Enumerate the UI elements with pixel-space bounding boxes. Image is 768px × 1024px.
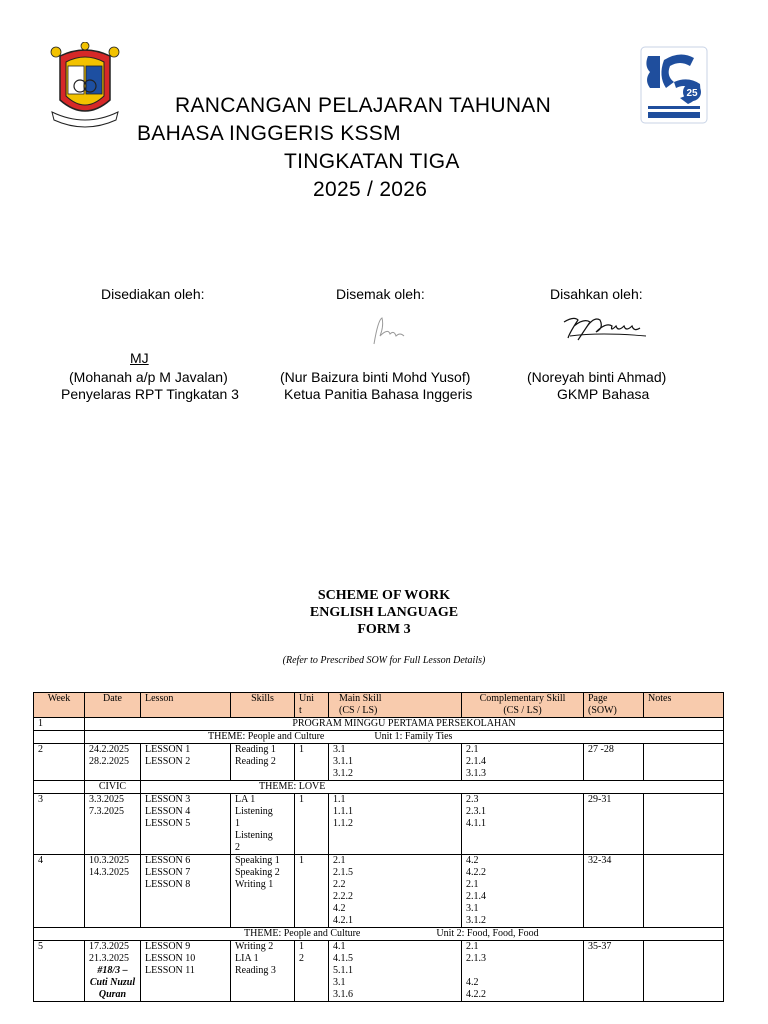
table-row: [34, 855, 724, 928]
week-cell: 3: [34, 794, 85, 855]
theme-label: THEME: People and Culture: [208, 731, 325, 742]
checked-by-name: (Nur Baizura binti Mohd Yusof): [280, 369, 471, 385]
prepared-by-label: Disediakan oleh:: [101, 286, 205, 302]
col-lesson: Lesson: [141, 693, 231, 718]
week-cell: 5: [34, 941, 85, 1002]
table-row: [34, 941, 724, 1002]
col-week: Week: [34, 693, 85, 718]
theme-label: THEME: LOVE: [259, 781, 326, 792]
lesson-cell: LESSON 3 LESSON 4 LESSON 5: [141, 794, 231, 855]
checked-by-signature: [368, 314, 412, 348]
complementary-skill-cell: 2.1 2.1.4 3.1.3: [462, 744, 584, 781]
sow-subject: ENGLISH LANGUAGE: [309, 605, 459, 620]
scheme-of-work-table: [33, 692, 724, 1002]
main-skill-cell: 2.1 2.1.5 2.2 2.2.2 4.2 4.2.1: [329, 855, 462, 928]
lesson-cell: LESSON 6 LESSON 7 LESSON 8: [141, 855, 231, 928]
program-25-logo: [640, 46, 708, 124]
approved-by-role: GKMP Bahasa: [557, 386, 650, 402]
civic-cell: CIVIC: [85, 781, 141, 794]
title-line-2: BAHASA INGGERIS KSSM: [137, 122, 401, 145]
table-row: [34, 794, 724, 855]
week-cell: 4: [34, 855, 85, 928]
sow-reference-note: (Refer to Prescribed SOW for Full Lesson Details): [282, 655, 486, 666]
approved-by-label: Disahkan oleh:: [550, 286, 643, 302]
holiday-note: #18/3 – Cuti Nuzul Quran: [89, 965, 136, 1000]
date-cell: 10.3.2025 14.3.2025: [85, 855, 141, 928]
theme-row: [34, 928, 724, 941]
complementary-skill-cell: 2.1 2.1.3 4.2 4.2.2: [462, 941, 584, 1002]
checked-by-role: Ketua Panitia Bahasa Inggeris: [284, 386, 473, 402]
lesson-cell: LESSON 9 LESSON 10 LESSON 11: [141, 941, 231, 1002]
page-cell: 27 -28: [584, 744, 644, 781]
approved-by-signature: [560, 312, 650, 344]
sow-form: FORM 3: [357, 622, 411, 637]
prepared-by-role: Penyelaras RPT Tingkatan 3: [61, 386, 239, 402]
main-skill-cell: 4.1 4.1.5 5.1.1 3.1 3.1.6: [329, 941, 462, 1002]
complementary-skill-cell: 4.2 4.2.2 2.1 2.1.4 3.1 3.1.2: [462, 855, 584, 928]
date-range: 17.3.2025 21.3.2025: [89, 941, 129, 964]
page-cell: 29-31: [584, 794, 644, 855]
program-cell: PROGRAM MINGGU PERTAMA PERSEKOLAHAN: [85, 718, 724, 731]
title-line-1: RANCANGAN PELAJARAN TAHUNAN: [175, 94, 552, 117]
date-cell: 3.3.2025 7.3.2025: [85, 794, 141, 855]
prepared-by-name: (Mohanah a/p M Javalan): [69, 369, 228, 385]
complementary-skill-cell: 2.3 2.3.1 4.1.1: [462, 794, 584, 855]
skills-cell: LA 1 Listening 1 Listening 2: [231, 794, 295, 855]
col-main-skill: Main Skill (CS / LS): [329, 693, 462, 718]
col-complementary-skill: Complementary Skill (CS / LS): [462, 693, 584, 718]
school-crest-logo: [50, 42, 120, 128]
notes-cell: [644, 744, 724, 781]
theme-cell: [85, 731, 724, 744]
unit-cell: 1: [295, 855, 329, 928]
week-cell: 2: [34, 744, 85, 781]
notes-cell: [644, 941, 724, 1002]
table-row: [34, 744, 724, 781]
table-row: [34, 718, 724, 731]
date-cell: [85, 941, 141, 1002]
col-page: Page (SOW): [584, 693, 644, 718]
date-cell: 24.2.2025 28.2.2025: [85, 744, 141, 781]
prepared-by-initials: MJ: [130, 350, 149, 366]
page-cell: 32-34: [584, 855, 644, 928]
theme-cell: [34, 928, 724, 941]
unit-label: Unit 2: Food, Food, Food: [436, 928, 539, 939]
col-unit: Uni t: [295, 693, 329, 718]
col-skills: Skills: [231, 693, 295, 718]
theme-label: THEME: People and Culture: [244, 928, 361, 939]
approved-by-name: (Noreyah binti Ahmad): [527, 369, 667, 385]
main-skill-cell: 3.1 3.1.1 3.1.2: [329, 744, 462, 781]
col-notes: Notes: [644, 693, 724, 718]
lesson-cell: LESSON 1 LESSON 2: [141, 744, 231, 781]
table-header-row: [34, 693, 724, 718]
notes-cell: [644, 855, 724, 928]
unit-cell: 1: [295, 794, 329, 855]
skills-cell: Writing 2 LIA 1 Reading 3: [231, 941, 295, 1002]
unit-cell: 1 2: [295, 941, 329, 1002]
skills-cell: Speaking 1 Speaking 2 Writing 1: [231, 855, 295, 928]
skills-cell: Reading 1 Reading 2: [231, 744, 295, 781]
week-cell: 1: [34, 718, 85, 731]
main-skill-cell: 1.1 1.1.1 1.1.2: [329, 794, 462, 855]
title-line-3: TINGKATAN TIGA: [284, 150, 460, 173]
unit-label: Unit 1: Family Ties: [374, 731, 453, 742]
theme-row: [34, 731, 724, 744]
unit-cell: 1: [295, 744, 329, 781]
page-cell: 35-37: [584, 941, 644, 1002]
theme-row: [34, 781, 724, 794]
checked-by-label: Disemak oleh:: [336, 286, 425, 302]
title-line-4: 2025 / 2026: [313, 178, 428, 201]
theme-cell: [141, 781, 724, 794]
col-date: Date: [85, 693, 141, 718]
sow-title: SCHEME OF WORK: [317, 588, 451, 603]
svg-text:25: 25: [686, 88, 698, 99]
notes-cell: [644, 794, 724, 855]
